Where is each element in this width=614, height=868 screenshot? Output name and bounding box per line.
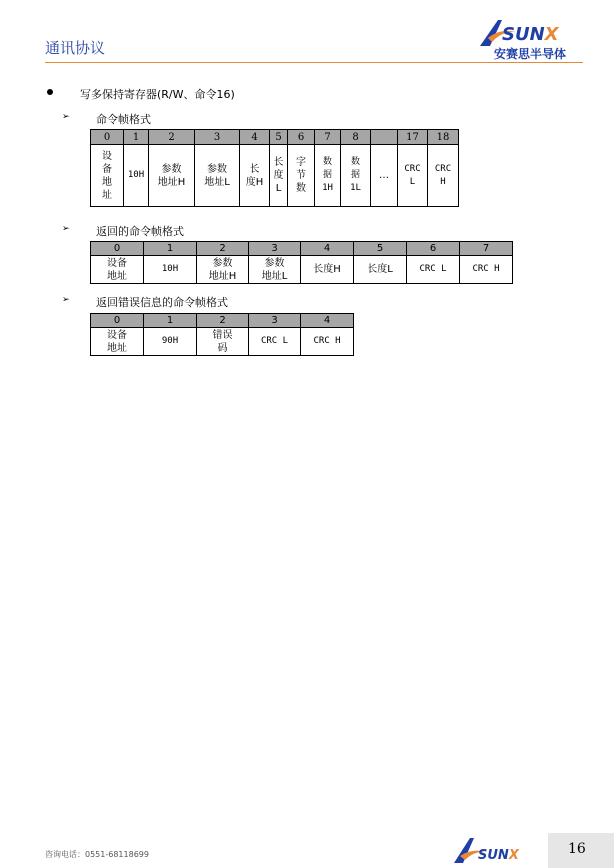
page-number: 16 [568, 841, 586, 857]
table-header-cell: 5 [270, 130, 288, 145]
table-cell: CRC H [460, 256, 513, 284]
table-header-cell: 3 [195, 130, 240, 145]
header-divider [45, 62, 583, 63]
table-cell: CRC L [407, 256, 460, 284]
table-cell: 错误 码 [197, 328, 249, 356]
table-header-cell: 2 [197, 314, 249, 328]
table-cell: 长度L [354, 256, 407, 284]
error-frame-table [90, 313, 354, 356]
request-frame-table [90, 129, 459, 207]
table-cell: 参数 地址L [195, 145, 240, 207]
arrow-bullet-icon: ➢ [62, 112, 70, 122]
table-header-cell: 0 [91, 242, 144, 256]
table-header-cell: 1 [144, 242, 197, 256]
subheading-response: 返回的命令帧格式 [96, 225, 184, 238]
table-cell: 长 度H [240, 145, 270, 207]
subheading-error-response: 返回错误信息的命令帧格式 [96, 296, 228, 309]
table-header-cell: 7 [460, 242, 513, 256]
table-header-cell: 6 [288, 130, 315, 145]
table-cell: … [371, 145, 398, 207]
table-header-cell: 0 [91, 130, 124, 145]
table-header-cell: 6 [407, 242, 460, 256]
response-frame-table [90, 241, 513, 284]
table-header-cell: 1 [144, 314, 197, 328]
section-heading: 写多保持寄存器(R/W、命令16) [80, 88, 235, 101]
table-cell: CRC L [249, 328, 301, 356]
page-title: 通讯协议 [45, 39, 106, 57]
contact-phone: 咨询电话：0551-68118699 [45, 850, 149, 859]
table-cell: 数 据 1L [341, 145, 371, 207]
table-header-cell: 7 [315, 130, 341, 145]
table-cell: CRC H [428, 145, 459, 207]
table-header-cell: 17 [398, 130, 428, 145]
footer-logo: SUNX [452, 836, 532, 864]
table-header-cell: 8 [341, 130, 371, 145]
table-cell: 参数 地址H [149, 145, 195, 207]
table-header-cell: 3 [249, 242, 301, 256]
table-header-cell: 0 [91, 314, 144, 328]
table-cell: 长度H [301, 256, 354, 284]
asunx-logo: SUNX 安赛思半导体 [478, 18, 588, 62]
table-header-cell: 1 [124, 130, 149, 145]
table-cell: 10H [124, 145, 149, 207]
subheading-request: 命令帧格式 [96, 113, 151, 126]
table-cell: 数 据 1H [315, 145, 341, 207]
table-header-cell: 18 [428, 130, 459, 145]
table-cell: CRC L [398, 145, 428, 207]
table-header-cell: 4 [301, 242, 354, 256]
table-header-cell: 2 [197, 242, 249, 256]
table-cell: 90H [144, 328, 197, 356]
logo-subtitle: 安赛思半导体 [494, 47, 567, 61]
table-header-cell: 5 [354, 242, 407, 256]
arrow-bullet-icon: ➢ [62, 224, 70, 234]
arrow-bullet-icon: ➢ [62, 295, 70, 305]
table-cell: 设备 地址 [91, 256, 144, 284]
table-cell: 参数 地址H [197, 256, 249, 284]
table-cell: 字 节 数 [288, 145, 315, 207]
table-cell: 10H [144, 256, 197, 284]
table-cell: CRC H [301, 328, 354, 356]
table-cell: 参数 地址L [249, 256, 301, 284]
table-header-cell: 4 [240, 130, 270, 145]
table-header-cell: 3 [249, 314, 301, 328]
table-cell: 设备 地址 [91, 328, 144, 356]
table-cell: 设 备 地 址 [91, 145, 124, 207]
table-header-cell: 2 [149, 130, 195, 145]
bullet-icon [47, 89, 53, 95]
table-header-cell: 4 [301, 314, 354, 328]
table-header-cell [371, 130, 398, 145]
table-cell: 长 度 L [270, 145, 288, 207]
